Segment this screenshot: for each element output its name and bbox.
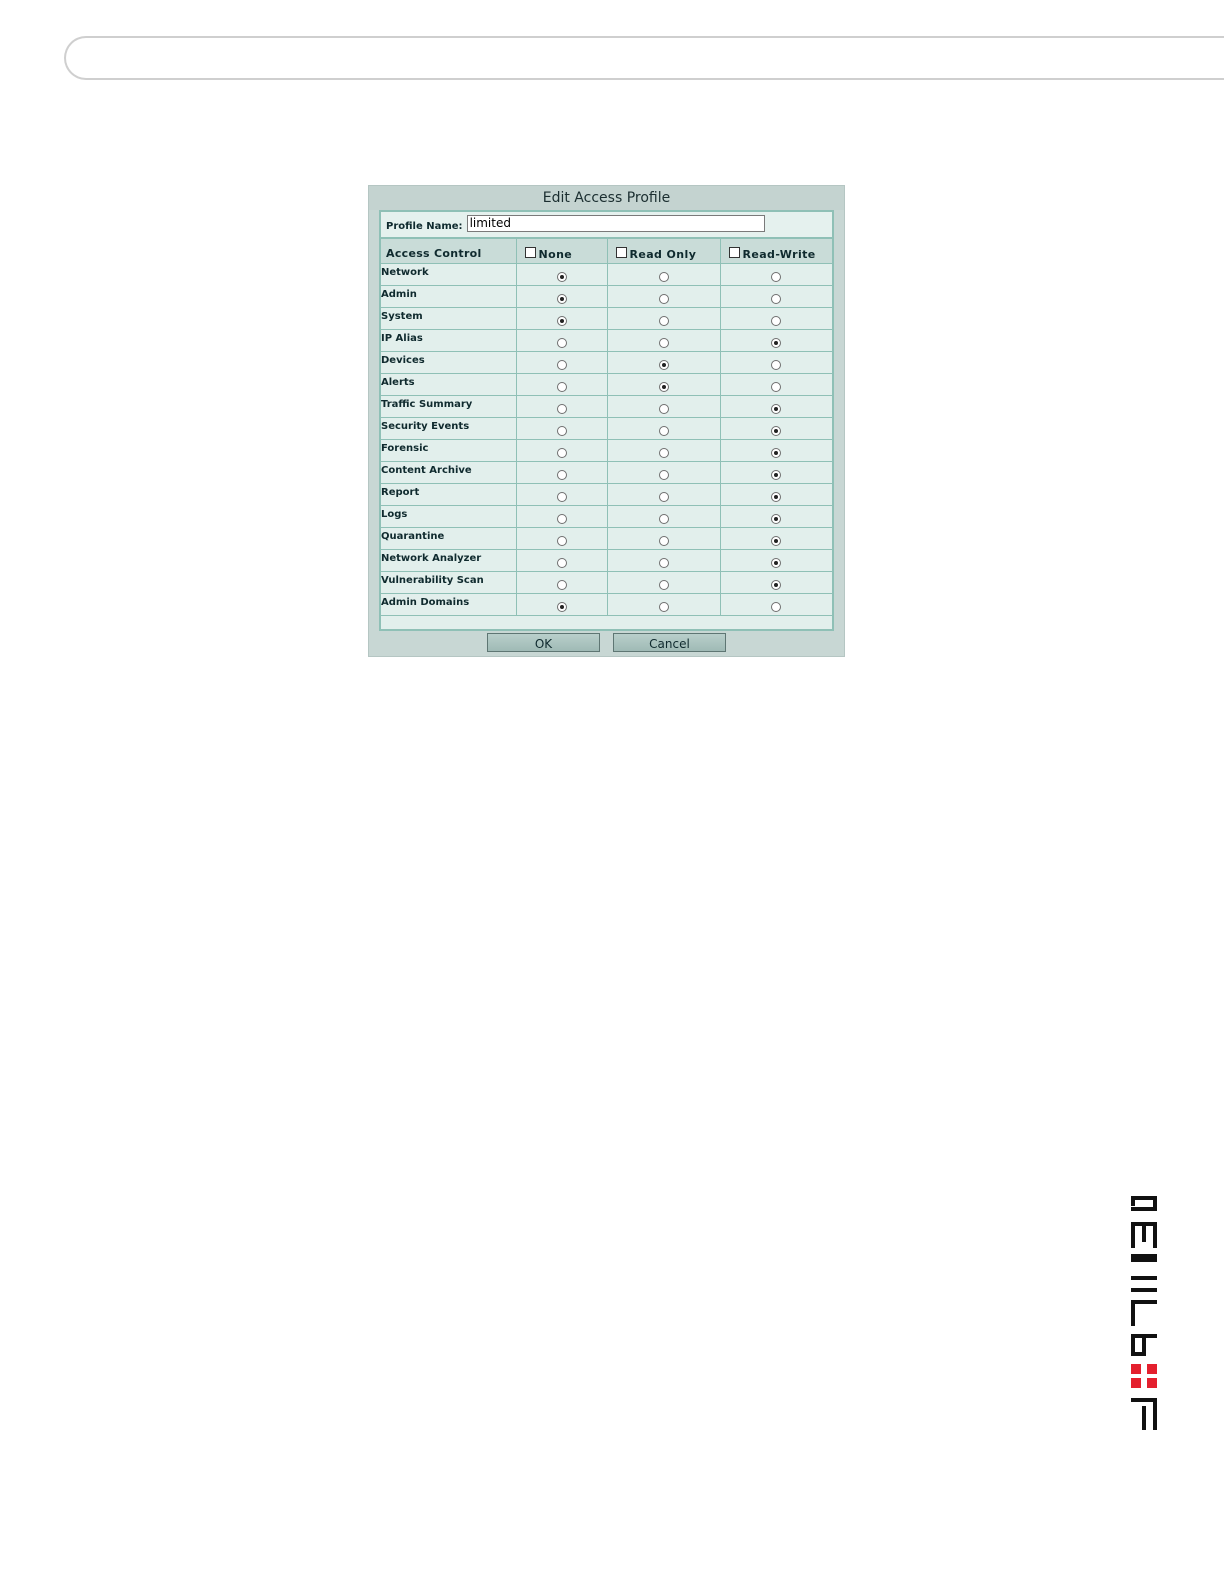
select-all-read-only-checkbox[interactable] bbox=[616, 247, 627, 258]
content-archive-read-only-radio[interactable] bbox=[659, 470, 669, 480]
devices-none-radio[interactable] bbox=[557, 360, 567, 370]
fortinet-logo bbox=[1131, 1196, 1157, 1430]
dialog-button-row bbox=[369, 633, 844, 653]
access-row-label: Devices bbox=[381, 352, 516, 374]
access-cell-read-only bbox=[607, 374, 720, 396]
alerts-read-only-radio[interactable] bbox=[659, 382, 669, 392]
logs-none-radio[interactable] bbox=[557, 514, 567, 524]
access-cell-read-only bbox=[607, 484, 720, 506]
access-cell-none bbox=[516, 418, 607, 440]
access-cell-read-write bbox=[720, 462, 832, 484]
access-row-label: Content Archive bbox=[381, 462, 516, 484]
access-cell-none bbox=[516, 264, 607, 286]
select-all-none-checkbox[interactable] bbox=[525, 247, 536, 258]
profile-name-row bbox=[381, 212, 832, 239]
access-row-forensic bbox=[381, 440, 832, 462]
report-none-radio[interactable] bbox=[557, 492, 567, 502]
access-cell-none bbox=[516, 308, 607, 330]
access-cell-none bbox=[516, 352, 607, 374]
access-row-label: Network bbox=[381, 264, 516, 286]
access-cell-read-only bbox=[607, 572, 720, 594]
system-read-write-radio[interactable] bbox=[771, 316, 781, 326]
access-row-traffic-summary bbox=[381, 396, 832, 418]
dialog-title: Edit Access Profile bbox=[369, 186, 844, 210]
quarantine-read-only-radio[interactable] bbox=[659, 536, 669, 546]
access-cell-read-write bbox=[720, 286, 832, 308]
access-cell-read-write bbox=[720, 594, 832, 616]
ok-button[interactable]: OK bbox=[487, 633, 600, 652]
access-cell-read-only bbox=[607, 440, 720, 462]
access-row-content-archive bbox=[381, 462, 832, 484]
access-cell-read-write bbox=[720, 572, 832, 594]
access-control-table bbox=[381, 239, 832, 616]
access-row-admin bbox=[381, 286, 832, 308]
cancel-button[interactable]: Cancel bbox=[613, 633, 726, 652]
access-profile-panel bbox=[379, 210, 834, 631]
network-none-radio[interactable] bbox=[557, 272, 567, 282]
ip-alias-none-radio[interactable] bbox=[557, 338, 567, 348]
access-cell-read-write bbox=[720, 396, 832, 418]
security-events-none-radio[interactable] bbox=[557, 426, 567, 436]
access-cell-read-write bbox=[720, 352, 832, 374]
access-cell-read-write bbox=[720, 484, 832, 506]
admin-domains-read-only-radio[interactable] bbox=[659, 602, 669, 612]
access-cell-read-only bbox=[607, 308, 720, 330]
quarantine-read-write-radio[interactable] bbox=[771, 536, 781, 546]
network-analyzer-none-radio[interactable] bbox=[557, 558, 567, 568]
access-cell-none bbox=[516, 572, 607, 594]
access-cell-read-only bbox=[607, 330, 720, 352]
access-row-label: Vulnerability Scan bbox=[381, 572, 516, 594]
ip-alias-read-only-radio[interactable] bbox=[659, 338, 669, 348]
alerts-none-radio[interactable] bbox=[557, 382, 567, 392]
access-row-system bbox=[381, 308, 832, 330]
column-read-only-label: Read Only bbox=[629, 248, 697, 261]
access-row-label: Security Events bbox=[381, 418, 516, 440]
access-cell-read-write bbox=[720, 440, 832, 462]
admin-domains-none-radio[interactable] bbox=[557, 602, 567, 612]
access-cell-read-only bbox=[607, 396, 720, 418]
access-cell-read-write bbox=[720, 550, 832, 572]
column-header-read-only bbox=[607, 239, 720, 264]
ip-alias-read-write-radio[interactable] bbox=[771, 338, 781, 348]
access-cell-none bbox=[516, 374, 607, 396]
access-control-header-row bbox=[381, 239, 832, 264]
access-cell-none bbox=[516, 528, 607, 550]
traffic-summary-read-write-radio[interactable] bbox=[771, 404, 781, 414]
access-cell-read-only bbox=[607, 286, 720, 308]
access-cell-read-write bbox=[720, 308, 832, 330]
content-archive-read-write-radio[interactable] bbox=[771, 470, 781, 480]
column-header-none bbox=[516, 239, 607, 264]
admin-none-radio[interactable] bbox=[557, 294, 567, 304]
access-row-vulnerability-scan bbox=[381, 572, 832, 594]
access-row-ip-alias bbox=[381, 330, 832, 352]
access-cell-read-only bbox=[607, 550, 720, 572]
report-read-only-radio[interactable] bbox=[659, 492, 669, 502]
profile-name-input[interactable] bbox=[467, 215, 765, 232]
security-events-read-write-radio[interactable] bbox=[771, 426, 781, 436]
access-control-header bbox=[381, 239, 516, 264]
access-row-label: Forensic bbox=[381, 440, 516, 462]
access-row-label: Traffic Summary bbox=[381, 396, 516, 418]
access-cell-read-only bbox=[607, 418, 720, 440]
access-row-logs bbox=[381, 506, 832, 528]
access-cell-none bbox=[516, 484, 607, 506]
access-cell-read-write bbox=[720, 528, 832, 550]
report-read-write-radio[interactable] bbox=[771, 492, 781, 502]
column-header-read-write bbox=[720, 239, 832, 264]
access-row-label: Admin Domains bbox=[381, 594, 516, 616]
access-cell-read-write bbox=[720, 506, 832, 528]
vulnerability-scan-read-only-radio[interactable] bbox=[659, 580, 669, 590]
access-row-label: Report bbox=[381, 484, 516, 506]
vulnerability-scan-none-radio[interactable] bbox=[557, 580, 567, 590]
access-cell-none bbox=[516, 286, 607, 308]
vulnerability-scan-read-write-radio[interactable] bbox=[771, 580, 781, 590]
quarantine-none-radio[interactable] bbox=[557, 536, 567, 546]
devices-read-write-radio[interactable] bbox=[771, 360, 781, 370]
access-cell-none bbox=[516, 594, 607, 616]
access-cell-none bbox=[516, 396, 607, 418]
access-row-report bbox=[381, 484, 832, 506]
access-cell-none bbox=[516, 440, 607, 462]
edit-access-profile-dialog bbox=[368, 185, 845, 657]
column-none-label: None bbox=[538, 248, 573, 261]
network-analyzer-read-only-radio[interactable] bbox=[659, 558, 669, 568]
access-row-security-events bbox=[381, 418, 832, 440]
access-cell-none bbox=[516, 550, 607, 572]
content-archive-none-radio[interactable] bbox=[557, 470, 567, 480]
access-cell-none bbox=[516, 506, 607, 528]
access-row-label: Admin bbox=[381, 286, 516, 308]
access-row-network bbox=[381, 264, 832, 286]
forensic-read-write-radio[interactable] bbox=[771, 448, 781, 458]
page-header-bar bbox=[64, 36, 1224, 80]
access-row-alerts bbox=[381, 374, 832, 396]
access-row-devices bbox=[381, 352, 832, 374]
access-cell-read-write bbox=[720, 374, 832, 396]
access-row-label: Quarantine bbox=[381, 528, 516, 550]
network-read-only-radio[interactable] bbox=[659, 272, 669, 282]
access-cell-read-only bbox=[607, 594, 720, 616]
traffic-summary-read-only-radio[interactable] bbox=[659, 404, 669, 414]
network-analyzer-read-write-radio[interactable] bbox=[771, 558, 781, 568]
access-row-quarantine bbox=[381, 528, 832, 550]
access-cell-read-write bbox=[720, 418, 832, 440]
access-cell-read-only bbox=[607, 264, 720, 286]
access-row-label: Logs bbox=[381, 506, 516, 528]
traffic-summary-none-radio[interactable] bbox=[557, 404, 567, 414]
admin-read-only-radio[interactable] bbox=[659, 294, 669, 304]
access-cell-read-only bbox=[607, 506, 720, 528]
forensic-none-radio[interactable] bbox=[557, 448, 567, 458]
access-row-label: IP Alias bbox=[381, 330, 516, 352]
access-cell-read-write bbox=[720, 264, 832, 286]
access-row-admin-domains bbox=[381, 594, 832, 616]
access-cell-read-only bbox=[607, 352, 720, 374]
devices-read-only-radio[interactable] bbox=[659, 360, 669, 370]
access-control-label: Access Control bbox=[386, 246, 482, 260]
access-cell-read-only bbox=[607, 528, 720, 550]
system-none-radio[interactable] bbox=[557, 316, 567, 326]
system-read-only-radio[interactable] bbox=[659, 316, 669, 326]
admin-read-write-radio[interactable] bbox=[771, 294, 781, 304]
forensic-read-only-radio[interactable] bbox=[659, 448, 669, 458]
access-row-network-analyzer bbox=[381, 550, 832, 572]
network-read-write-radio[interactable] bbox=[771, 272, 781, 282]
profile-name-label: Profile Name: bbox=[386, 221, 463, 232]
access-cell-read-only bbox=[607, 462, 720, 484]
access-cell-none bbox=[516, 330, 607, 352]
access-cell-none bbox=[516, 462, 607, 484]
access-row-label: System bbox=[381, 308, 516, 330]
access-row-label: Network Analyzer bbox=[381, 550, 516, 572]
alerts-read-write-radio[interactable] bbox=[771, 382, 781, 392]
select-all-read-write-checkbox[interactable] bbox=[729, 247, 740, 258]
logs-read-only-radio[interactable] bbox=[659, 514, 669, 524]
access-row-label: Alerts bbox=[381, 374, 516, 396]
logs-read-write-radio[interactable] bbox=[771, 514, 781, 524]
admin-domains-read-write-radio[interactable] bbox=[771, 602, 781, 612]
column-read-write-label: Read-Write bbox=[742, 248, 816, 261]
security-events-read-only-radio[interactable] bbox=[659, 426, 669, 436]
access-cell-read-write bbox=[720, 330, 832, 352]
